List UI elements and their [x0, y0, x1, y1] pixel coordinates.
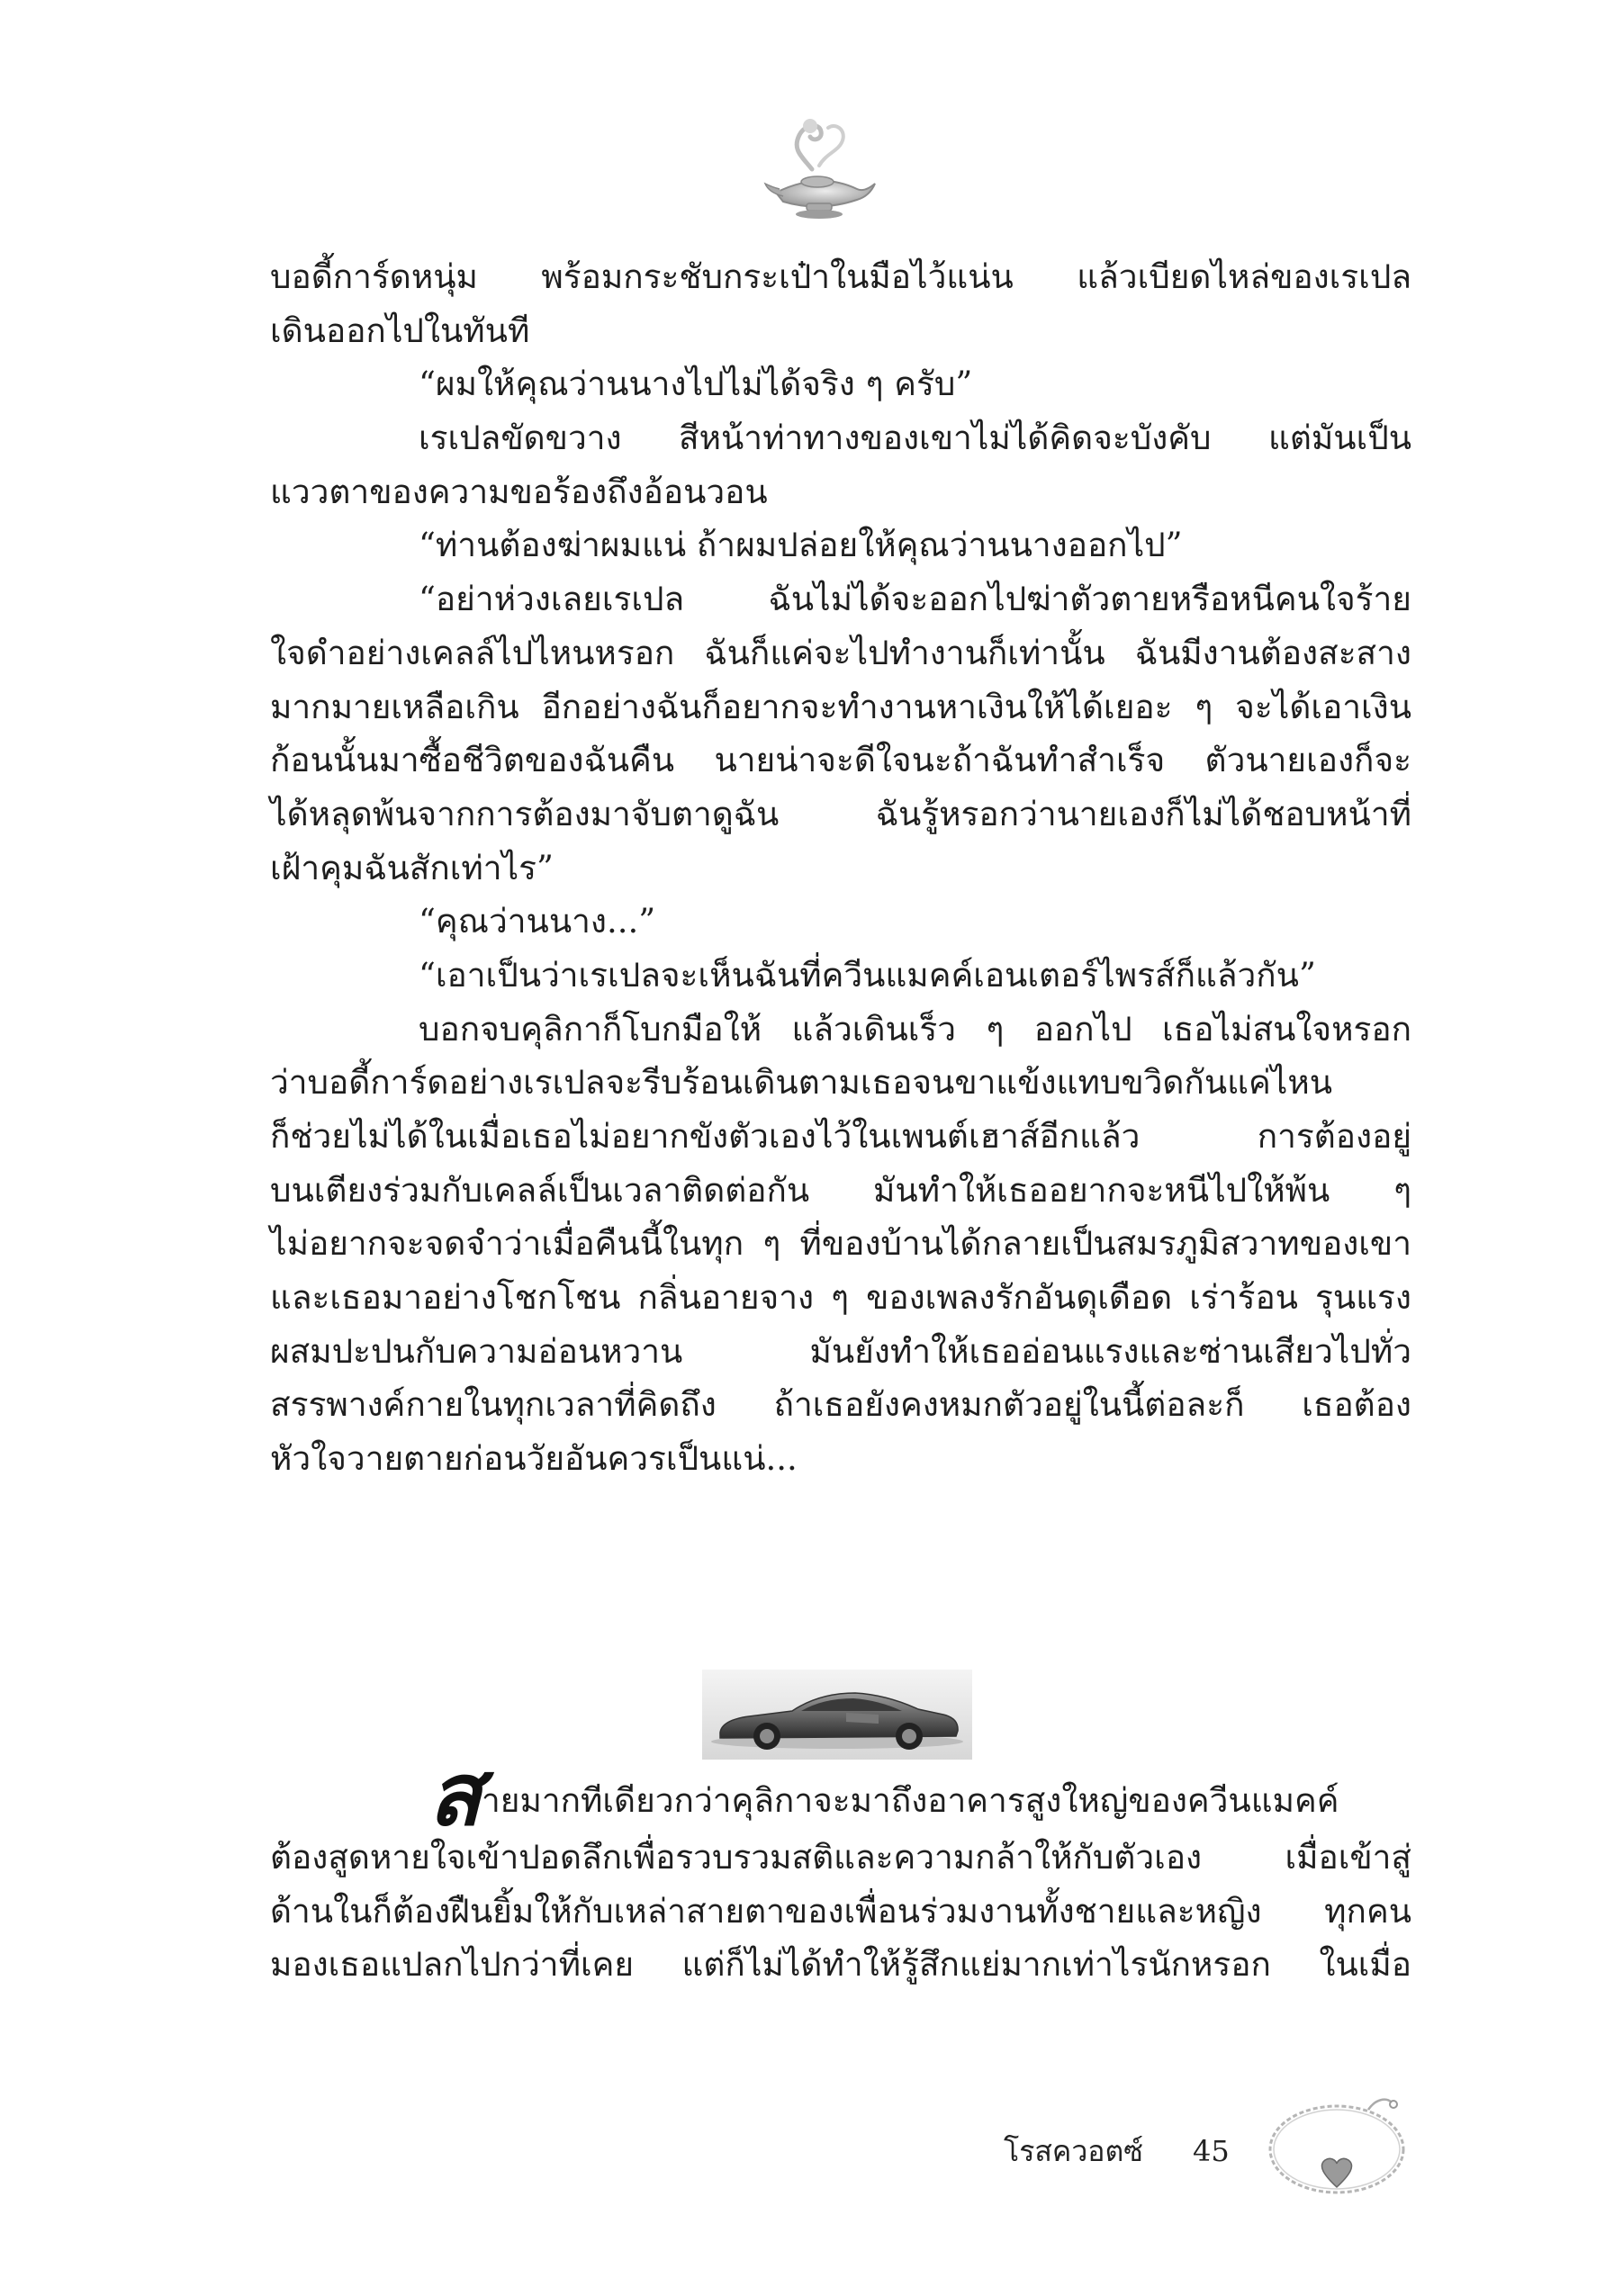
page-number: 45 [1193, 2134, 1230, 2168]
text-line: เดินออกไปในทันที [270, 311, 530, 350]
text-line: ผสมปะปนกับความอ่อนหวาน มันยังทำให้เธออ่อนแรงและซ่านเสียวไปทั่ว [270, 1331, 1411, 1371]
text-line: ว่าบอดี้การ์ดอย่างเรเปลจะรีบร้อนเดินตามเธอจนขาแข้งแทบขวิดกันแค่ไหน [270, 1063, 1333, 1103]
opening-line-text: ายมากทีเดียวกว่าคุลิกาจะมาถึงอาคารสูงใหญ่ของควีนแมคค์ [482, 1781, 1339, 1820]
text-line: “คุณว่านนาง...” [419, 902, 656, 941]
heart-bracelet-icon [1260, 2079, 1413, 2205]
body-text-block [270, 250, 1411, 1486]
book-title: โรสควอตซ์ [1004, 2134, 1143, 2168]
section-opening-line [270, 1743, 1411, 1845]
text-line: ใจดำอย่างเคลล์ไปไหนหรอก ฉันก็แค่จะไปทำงานก็เท่านั้น ฉันมีงานต้องสะสาง [270, 633, 1411, 672]
text-line: หัวใจวายตายก่อนวัยอันควรเป็นแน่... [270, 1439, 798, 1479]
text-line: ด้านในก็ต้องฝืนยิ้มให้กับเหล่าสายตาของเพื่อนร่วมงานทั้งชายและหญิง ทุกคน [270, 1891, 1411, 1931]
text-line: มากมายเหลือเกิน อีกอย่างฉันก็อยากจะทำงานหาเงินให้ได้เยอะ ๆ จะได้เอาเงิน [270, 687, 1411, 726]
text-line: “เอาเป็นว่าเรเปลจะเห็นฉันที่ควีนแมคค์เอนเตอร์ไพรส์ก็แล้วกัน” [419, 955, 1316, 995]
text-line: เรเปลขัดขวาง สีหน้าท่าทางของเขาไม่ได้คิดจะบังคับ แต่มันเป็น [419, 419, 1411, 458]
sports-car-icon [702, 1670, 972, 1760]
text-line: มองเธอแปลกไปกว่าที่เคย แต่ก็ไม่ได้ทำให้รู้สึกแย่มากเท่าไรนักหรอก ในเมื่อ [270, 1945, 1411, 1985]
text-line: สรรพางค์กายในทุกเวลาที่คิดถึง ถ้าเธอยังคงหมกตัวอยู่ในนี้ต่อละก็ เธอต้อง [270, 1385, 1411, 1425]
text-line: ได้หลุดพ้นจากการต้องมาจับตาดูฉัน ฉันรู้หรอกว่านายเองก็ไม่ได้ชอบหน้าที่ [270, 794, 1411, 833]
text-line: “อย่าห่วงเลยเรเปล ฉันไม่ได้จะออกไปฆ่าตัวตายหรือหนีคนใจร้าย [419, 580, 1411, 619]
text-line: และเธอมาอย่างโชกโชน กลิ่นอายจาง ๆ ของเพลงรักอันดุเดือด เร่าร้อน รุนแรง [270, 1278, 1411, 1318]
text-line: ต้องสูดหายใจเข้าปอดลึกเพื่อรวบรวมสติและความกล้าให้กับตัวเอง เมื่อเข้าสู่ [270, 1838, 1411, 1877]
text-line: ก็ช่วยไม่ได้ในเมื่อเธอไม่อยากขังตัวเองไว้ในเพนต์เฮาส์อีกแล้ว การต้องอยู่ [270, 1117, 1411, 1156]
text-line: ก้อนนั้นมาซื้อชีวิตของฉันคืน นายน่าจะดีใจนะถ้าฉันทำสำเร็จ ตัวนายเองก็จะ [270, 741, 1411, 780]
text-line: เฝ้าคุมฉันสักเท่าไร” [270, 848, 554, 887]
genie-lamp-icon [756, 106, 882, 232]
text-line: “ผมให้คุณว่านนางไปไม่ได้จริง ๆ ครับ” [419, 365, 973, 404]
text-line: แววตาของความขอร้องถึงอ้อนวอน [270, 472, 768, 511]
text-line: บอกจบคุลิกาก็โบกมือให้ แล้วเดินเร็ว ๆ ออกไป เธอไม่สนใจหรอก [419, 1009, 1411, 1049]
text-line: “ท่านต้องฆ่าผมแน่ ถ้าผมปล่อยให้คุณว่านนางออกไป” [419, 526, 1183, 565]
text-line: บอดี้การ์ดหนุ่ม พร้อมกระชับกระเป๋าในมือไว้แน่น แล้วเบียดไหล่ของเรเปล [270, 257, 1411, 296]
text-line: ไม่อยากจะจดจำว่าเมื่อคืนนี้ในทุก ๆ ที่ของบ้านได้กลายเป็นสมรภูมิสวาทของเขา [270, 1224, 1411, 1264]
drop-cap: ส [428, 1743, 482, 1845]
text-line: บนเตียงร่วมกับเคลล์เป็นเวลาติดต่อกัน มันทำให้เธออยากจะหนีไปให้พ้น ๆ [270, 1170, 1411, 1210]
section-two [270, 1743, 1411, 1992]
